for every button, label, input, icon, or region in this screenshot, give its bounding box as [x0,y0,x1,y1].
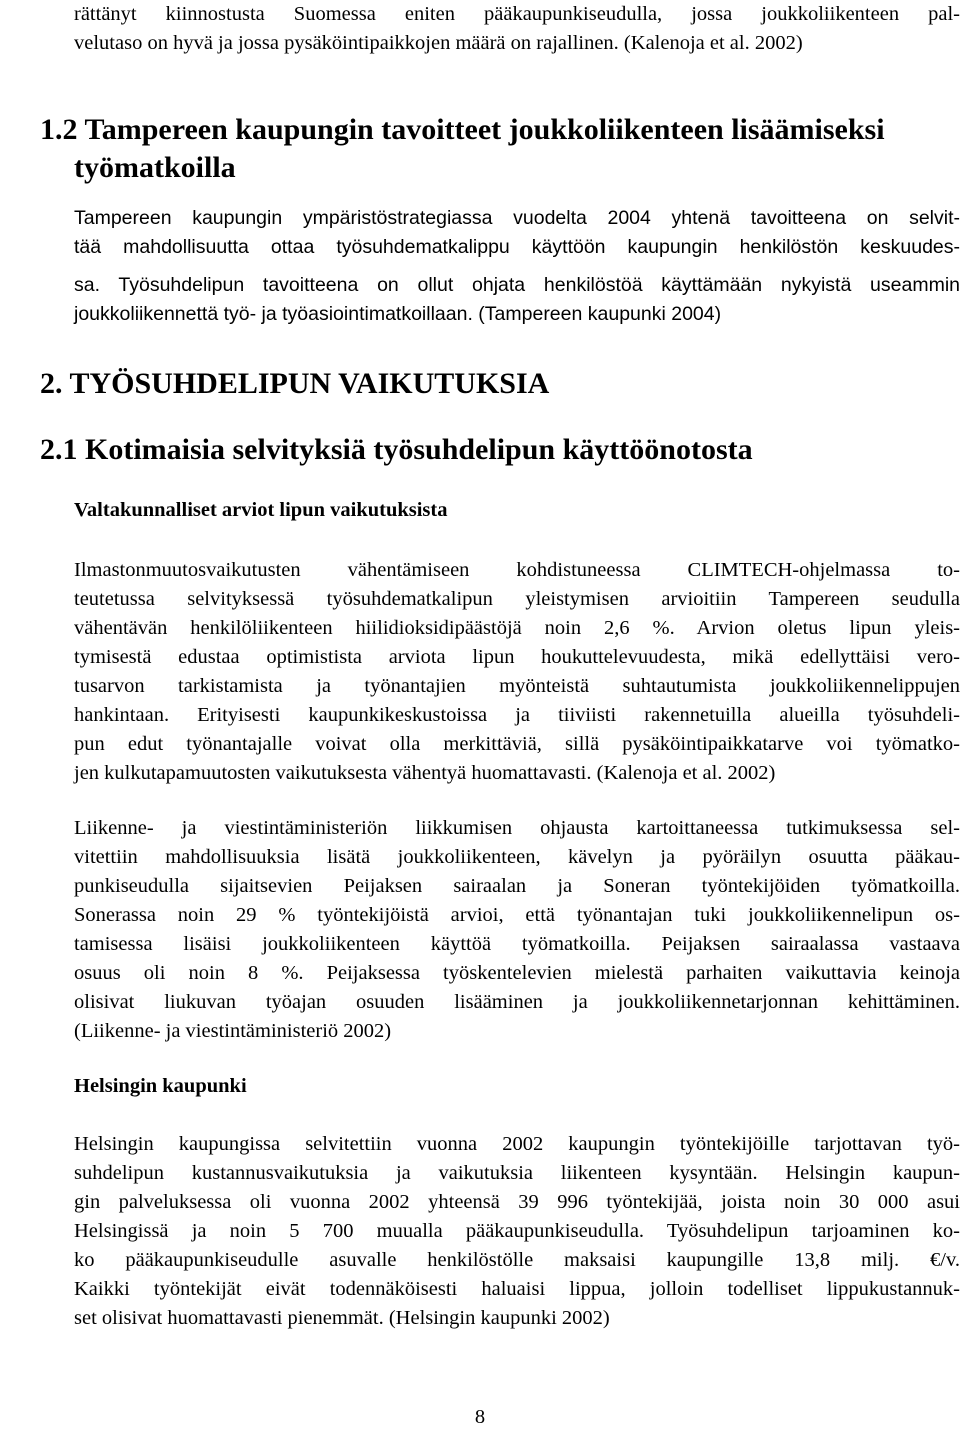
text-line: tää mahdollisuutta ottaa työsuhdematkalippu käyttöön kaupungin henkilöstön keskuudes- [74,236,960,258]
heading-line: 2. TYÖSUHDELIPUN VAIKUTUKSIA [40,367,550,400]
text-line: sa. Työsuhdelipun tavoitteena on ollut ohjata henkilöstöä käyttämään nykyistä useammin [74,274,960,296]
text-line: joukkoliikennettä työ- ja työasiointimatkoillaan. (Tampereen kaupunki 2004) [74,303,722,325]
page-number: 8 [474,1406,486,1428]
text-line: vitettiin mahdollisuuksia lisätä joukkoliikenteen, kävelyn ja pyöräilyn osuutta pääkau- [74,846,960,868]
text-line: Helsingissä ja noin 5 700 muualla pääkaupunkiseudulla. Työsuhdelipun tarjoaminen ko- [74,1220,960,1242]
text-line: olisivat liukuvan työajan osuuden lisääminen ja joukkoliikennetarjonnan kehittäminen. [74,991,960,1013]
text-line: Liikenne- ja viestintäministeriön liikkumisen ohjausta kartoittaneessa tutkimuksessa sel- [74,817,960,839]
subheading-line: Valtakunnalliset arviot lipun vaikutuksista [74,499,448,521]
text-line: velutaso on hyvä ja jossa pysäköintipaikkojen määrä on rajallinen. (Kalenoja et al. 2002) [74,32,803,54]
text-line: hankintaan. Erityisesti kaupunkikeskustoissa ja tiiviisti rakennetuilla alueilla työsuhdeli- [74,704,960,726]
text-line: Ilmastonmuutosvaikutusten vähentämiseen kohdistuneessa CLIMTECH-ohjelmassa to- [74,559,960,581]
text-line: Kaikki työntekijät eivät todennäköisesti haluaisi lippua, jolloin todelliset lippukustannuk- [74,1278,960,1300]
text-line: tamisessa lisäisi joukkoliikenteen käyttöä työmatkoilla. Peijaksen sairaalassa vastaava [74,933,960,955]
text-line: osuus oli noin 8 %. Peijaksessa työskentelevien mielestä parhaiten vaikuttavia keinoja [74,962,960,984]
heading-line: 1.2 Tampereen kaupungin tavoitteet joukkoliikenteen lisäämiseksi [40,113,885,146]
text-line: gin palveluksessa oli vuonna 2002 yhteensä 39 996 työntekijää, joista noin 30 000 asui [74,1191,960,1213]
text-line: tusarvon tarkistamista ja työnantajien myönteistä suhtautumista joukkoliikennelippujen [74,675,960,697]
text-line: suhdelipun kustannusvaikutuksia ja vaikutuksia liikenteen kysyntään. Helsingin kaupun- [74,1162,960,1184]
subheading-line: Helsingin kaupunki [74,1075,247,1097]
heading-line: 2.1 Kotimaisia selvityksiä työsuhdelipun käyttöönotosta [40,433,753,466]
text-line: teutetussa selvityksessä työsuhdematkalipun yleistymisen arvioitiin Tampereen seudulla [74,588,960,610]
text-line: (Liikenne- ja viestintäministeriö 2002) [74,1020,392,1042]
text-line: jen kulkutapamuutosten vaikutuksesta vähentyä huomattavasti. (Kalenoja et al. 2002) [74,762,776,784]
heading-line: työmatkoilla [74,151,236,184]
text-line: set olisivat huomattavasti pienemmät. (Helsingin kaupunki 2002) [74,1307,610,1329]
text-line: ko pääkaupunkiseudulle asuvalle henkilöstölle maksaisi kaupungille 13,8 milj. €/v. [74,1249,960,1271]
text-line: vähentävän henkilöliikenteen hiilidioksidipäästöjä noin 2,6 %. Arvion oletus lipun yleis- [74,617,960,639]
text-line: pun edut työnantajalle voivat olla merkittäviä, sillä pysäköintipaikkatarve voi työmatko- [74,733,960,755]
text-line: punkiseudulla sijaitsevien Peijaksen sairaalan ja Soneran työntekijöiden työmatkoilla. [74,875,960,897]
text-line: Tampereen kaupungin ympäristöstrategiassa vuodelta 2004 yhtenä tavoitteena on selvit- [74,207,960,229]
text-line: tymisestä edustaa optimistista arviota lipun houkuttelevuudesta, mikä edellyttäisi vero- [74,646,960,668]
text-line: Sonerassa noin 29 % työntekijöistä arvioi, että työnantajan tuki joukkoliikennelipun os- [74,904,960,926]
text-line: Helsingin kaupungissa selvitettiin vuonna 2002 kaupungin työntekijöille tarjottavan työ- [74,1133,960,1155]
text-line: rättänyt kiinnostusta Suomessa eniten pääkaupunkiseudulla, jossa joukkoliikenteen pal- [74,3,960,25]
